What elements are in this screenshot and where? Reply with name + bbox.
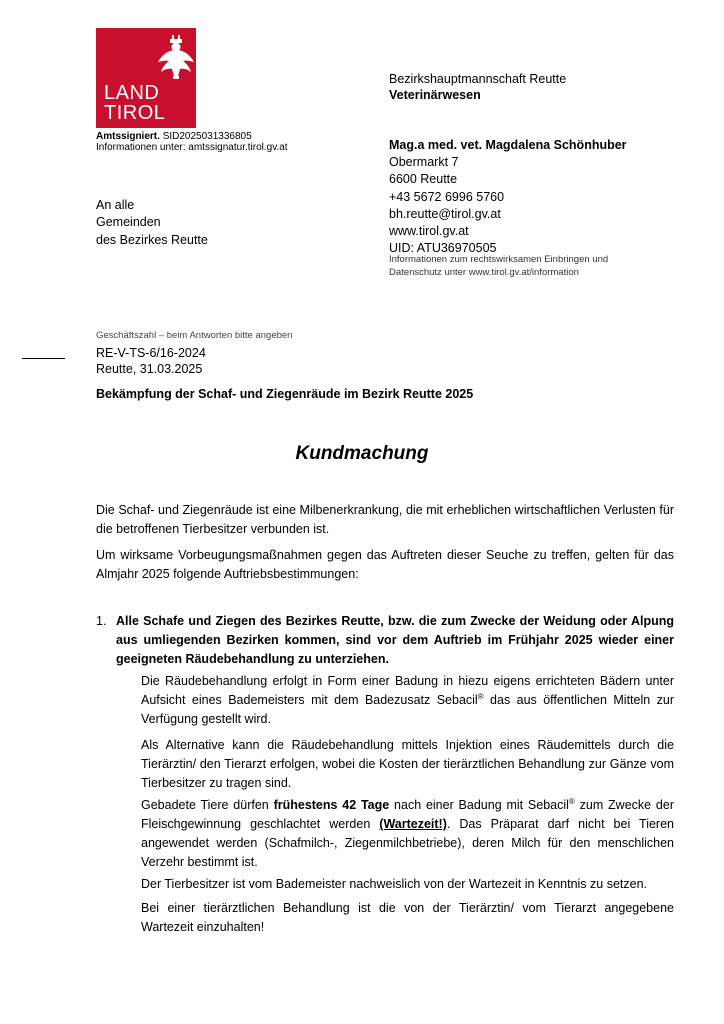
item-1-paragraph-3 [141,796,674,872]
p3-text-a: Gebadete Tiere dürfen [141,798,274,812]
intro-paragraph-2: Um wirksame Vorbeugungsmaßnahmen gegen das Auftreten dieser Seuche zu treffen, gelten für das Almjahr 2025 folgende Auftriebsbestimmungen: [96,548,674,581]
subject-line: Bekämpfung der Schaf- und Ziegenräude im Bezirk Reutte 2025 [96,387,474,401]
office-block [389,71,566,103]
registered-mark-2: ® [568,796,575,806]
contact-phone: +43 5672 6996 5760 [389,189,505,204]
fold-mark [22,358,65,359]
office-department: Veterinärwesen [389,88,481,102]
contact-email[interactable]: bh.reutte@tirol.gv.at [389,206,501,221]
reference-number: RE-V-TS-6/16-2024 [96,346,206,360]
signature-info: Informationen unter: amtssignatur.tirol.gv.at [96,142,288,153]
recipient-line-3: des Bezirkes Reutte [96,232,208,247]
official-signature [96,131,288,153]
p3-text-b: nach einer Badung mit Sebacil [389,798,569,812]
privacy-info [389,254,649,279]
privacy-line-1: Informationen zum rechtswirksamen Einbringen und [389,254,609,265]
p3-bold: frühestens 42 Tage [273,798,390,812]
item-1-paragraph-4: Der Tierbesitzer ist vom Bademeister nachweislich von der Wartezeit in Kenntnis zu setzen. [141,877,647,891]
recipient-block [96,197,208,249]
p1-text-a: Die Räudebehandlung erfolgt in Form einer Badung in hiezu eigens errichteten Bädern unter Aufsicht eines Bademeisters mit dem Badezusatz Sebacil [141,674,674,707]
p1-text-b: das aus öffentlichen Mitteln zur Verfügung gestellt wird. [141,693,675,726]
contact-block [389,137,627,257]
p3-text-d: . Das Präparat darf nicht bei Tieren angewendet werden (Schafmilch-, Ziegenmilchbetriebe), deren Milch für den menschlichen Verzehr bestimmt ist. [141,817,674,869]
logo-line-tirol: TIROL [104,102,166,124]
privacy-line-2: Datenschutz unter www.tirol.gv.at/information [389,266,579,278]
contact-web[interactable]: www.tirol.gv.at [389,224,469,239]
registered-mark: ® [477,691,484,701]
contact-city: 6600 Reutte [389,172,458,187]
signature-label: Amtssigniert. [96,131,160,142]
item-1-paragraph-1 [141,672,674,729]
reference-date: Reutte, 31.03.2025 [96,362,203,376]
logo-line-land: LAND [104,82,160,104]
item-1-heading: Alle Schafe und Ziegen des Bezirkes Reutte, bzw. die zum Zwecke der Weidung oder Alpung aus umliegenden Bezirken kommen, sind vor dem Auftrieb im Frühjahr 2025 wieder einer geeigneten Räudebehandlung zu unterziehen. [116,614,674,666]
recipient-line-1: An alle [96,198,135,212]
reference-label: Geschäftszahl – beim Antworten bitte angeben [96,330,293,341]
item-1-paragraph-2: Als Alternative kann die Räudebehandlung mittels Injektion eines Räudemittels durch die Tierärztin/ den Tierarzt erfolgen, wobei die Kosten der tierärztlichen Behandlung zur Gänze vom Tierbesitzer zu tragen sind. [141,738,674,790]
reference-block [96,345,206,377]
recipient-line-2: Gemeinden [96,215,161,230]
item-1-paragraph-5: Bei einer tierärztlichen Behandlung ist die von der Tierärztin/ vom Tierarzt angegebene Wartezeit einzuhalten! [141,901,674,934]
document-heading: Kundmachung [295,443,429,464]
intro-paragraph-1: Die Schaf- und Ziegenräude ist eine Milbenerkrankung, die mit erheblichen wirtschaftlichen Verlusten für die betroffenen Tierbesitzer verbunden ist. [96,503,674,536]
signature-id: SID2025031336805 [162,131,252,142]
contact-name: Mag.a med. vet. Magdalena Schönhuber [389,138,627,152]
p3-text-c: zum Zwecke der Fleischgewinnung geschlachtet werden [141,798,674,831]
contact-uid: UID: ATU36970505 [389,241,497,256]
waiting-period-note: (Wartezeit!) [379,817,447,831]
item-number: 1. [96,614,107,628]
contact-street: Obermarkt 7 [389,155,459,170]
land-tirol-logo [96,28,196,128]
logo-wordmark [104,83,165,123]
office-name: Bezirkshauptmannschaft Reutte [389,72,567,86]
